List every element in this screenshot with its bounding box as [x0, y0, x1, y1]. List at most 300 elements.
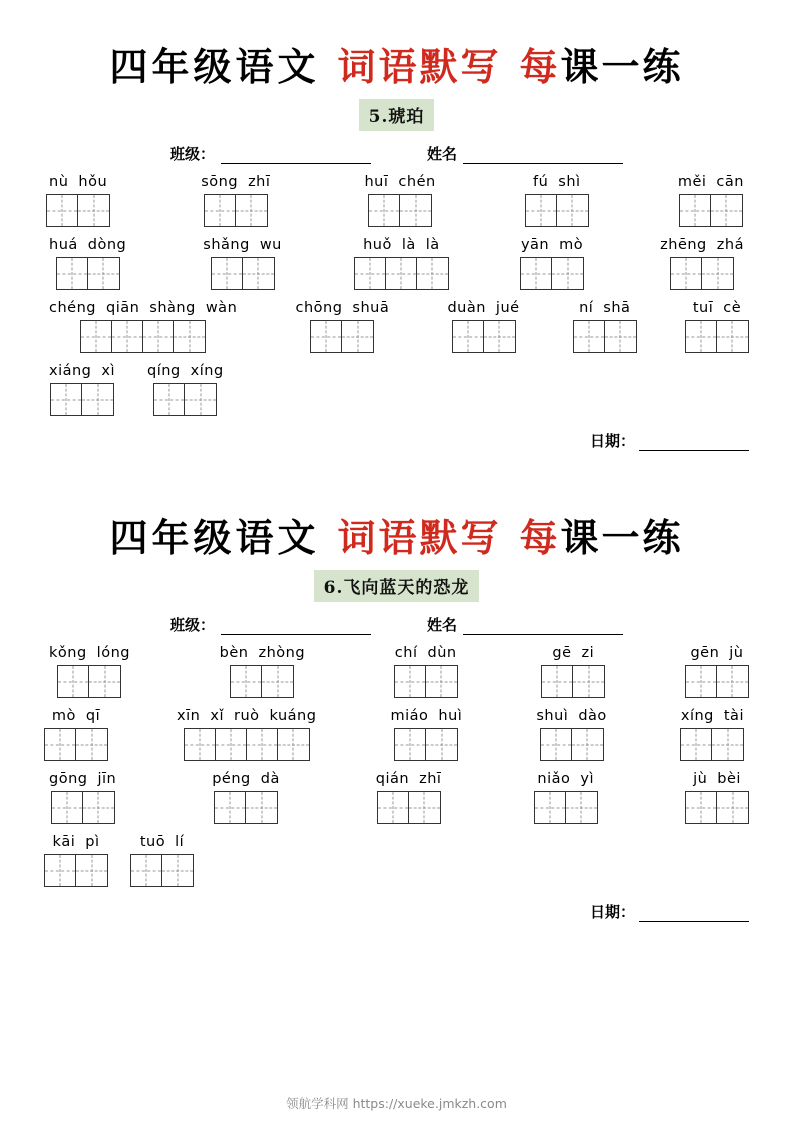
title-frequency-red: 每	[519, 515, 561, 560]
worksheet-title	[40, 30, 753, 91]
title-frequency	[520, 507, 684, 562]
tianzige-cell[interactable]	[162, 855, 193, 886]
tianzige-cell[interactable]	[573, 666, 604, 697]
pinyin-label	[47, 834, 104, 850]
pinyin-syllable: mò	[559, 237, 584, 253]
pinyin-syllable: zhá	[716, 237, 744, 253]
pinyin-label	[528, 174, 586, 190]
pinyin-syllable: miáo	[390, 708, 429, 724]
tianzige-cell[interactable]	[112, 321, 143, 352]
cell-guide-vertical	[293, 729, 294, 760]
word-row	[40, 834, 753, 887]
cell-guide-vertical	[230, 792, 231, 823]
word-item	[44, 174, 112, 227]
pinyin-syllable: mò	[51, 708, 76, 724]
word-item	[44, 708, 108, 761]
tianzige-grid[interactable]	[44, 728, 108, 761]
tianzige-cell[interactable]	[409, 792, 440, 823]
cell-guide-vertical	[467, 321, 468, 352]
cell-guide-vertical	[369, 258, 370, 289]
page-footer	[0, 1094, 793, 1112]
cell-guide-vertical	[432, 258, 433, 289]
tianzige-grid[interactable]	[354, 257, 449, 290]
tianzige-cell[interactable]	[51, 384, 82, 415]
cell-guide-vertical	[732, 321, 733, 352]
word-item	[541, 645, 605, 698]
word-item	[44, 300, 242, 353]
cell-guide-vertical	[588, 321, 589, 352]
cell-guide-vertical	[441, 666, 442, 697]
tianzige-cell[interactable]	[52, 792, 83, 823]
word-row	[40, 645, 753, 698]
cell-guide-vertical	[424, 792, 425, 823]
name-input-line[interactable]	[463, 149, 623, 164]
tianzige-grid[interactable]	[130, 854, 194, 887]
cell-guide-vertical	[400, 258, 401, 289]
tianzige-cell[interactable]	[426, 666, 457, 697]
pinyin-syllable: qiān	[105, 300, 140, 316]
cell-guide-vertical	[726, 195, 727, 226]
tianzige-cell[interactable]	[552, 258, 583, 289]
tianzige-grid[interactable]	[46, 194, 110, 227]
pinyin-label	[688, 771, 746, 787]
pinyin-syllable: qián	[375, 771, 410, 787]
pinyin-syllable: niǎo	[537, 771, 571, 787]
cell-guide-vertical	[581, 792, 582, 823]
date-row	[40, 901, 753, 922]
tianzige-cell[interactable]	[535, 792, 566, 823]
tianzige-cell[interactable]	[686, 792, 717, 823]
tianzige-cell[interactable]	[400, 195, 431, 226]
tianzige-grid[interactable]	[394, 728, 458, 761]
word-item	[685, 300, 749, 353]
worksheet	[40, 501, 753, 922]
class-input-line[interactable]	[221, 149, 371, 164]
tianzige-cell[interactable]	[395, 729, 426, 760]
cell-guide-vertical	[277, 666, 278, 697]
tianzige-cell[interactable]	[185, 729, 216, 760]
pinyin-syllable: xǐ	[210, 708, 224, 724]
word-row	[40, 771, 753, 824]
word-item	[371, 771, 447, 824]
cell-guide-vertical	[587, 729, 588, 760]
tianzige-cell[interactable]	[212, 258, 243, 289]
pinyin-syllable: lóng	[96, 645, 130, 661]
tianzige-cell[interactable]	[542, 666, 573, 697]
cell-guide-vertical	[620, 321, 621, 352]
tianzige-cell[interactable]	[231, 666, 262, 697]
cell-guide-vertical	[219, 195, 220, 226]
tianzige-cell[interactable]	[174, 321, 205, 352]
pinyin-syllable: zhī	[419, 771, 442, 787]
tianzige-grid[interactable]	[50, 383, 114, 416]
cell-guide-vertical	[230, 729, 231, 760]
pinyin-syllable: tuō	[139, 834, 166, 850]
tianzige-grid[interactable]	[377, 791, 441, 824]
tianzige-grid[interactable]	[685, 665, 749, 698]
tianzige-grid[interactable]	[685, 320, 749, 353]
word-item	[532, 771, 599, 824]
student-info-row	[40, 614, 753, 635]
pinyin-label	[531, 708, 611, 724]
pinyin-syllable: bèn	[219, 645, 249, 661]
lesson-heading-wrap	[40, 99, 753, 131]
date-row	[40, 430, 753, 451]
tianzige-cell[interactable]	[83, 792, 114, 823]
pinyin-syllable: yān	[520, 237, 550, 253]
name-label: 姓名	[427, 616, 458, 634]
tianzige-grid[interactable]	[211, 257, 275, 290]
tianzige-grid[interactable]	[368, 194, 432, 227]
pinyin-label	[359, 174, 440, 190]
tianzige-grid[interactable]	[534, 791, 598, 824]
pinyin-syllable: tuī	[692, 300, 714, 316]
tianzige-cell[interactable]	[154, 384, 185, 415]
lesson-heading: 5.琥珀	[359, 99, 435, 131]
tianzige-cell[interactable]	[143, 321, 174, 352]
worksheet-title	[40, 501, 753, 562]
tianzige-cell[interactable]	[521, 258, 552, 289]
tianzige-cell[interactable]	[541, 729, 572, 760]
tianzige-grid[interactable]	[670, 257, 734, 290]
pinyin-syllable: shǎng	[203, 237, 250, 253]
pinyin-syllable: jīn	[97, 771, 117, 787]
pinyin-label	[685, 645, 748, 661]
word-item	[130, 834, 194, 887]
pinyin-label	[44, 363, 120, 379]
pinyin-syllable: cān	[716, 174, 744, 190]
tianzige-cell[interactable]	[58, 666, 89, 697]
cell-guide-vertical	[261, 792, 262, 823]
tianzige-cell[interactable]	[262, 666, 293, 697]
title-frequency-black: 课一练	[560, 44, 684, 89]
pinyin-syllable: shā	[603, 300, 631, 316]
worksheets-container	[40, 30, 753, 922]
cell-guide-vertical	[357, 321, 358, 352]
pinyin-syllable: xì	[101, 363, 116, 379]
date-input-line[interactable]	[639, 907, 749, 922]
pinyin-syllable: xīn	[177, 708, 201, 724]
tianzige-cell[interactable]	[369, 195, 400, 226]
title-activity: 词语默写	[337, 515, 502, 560]
cell-guide-vertical	[567, 258, 568, 289]
tianzige-cell[interactable]	[311, 321, 342, 352]
cell-guide-vertical	[60, 729, 61, 760]
tianzige-grid[interactable]	[679, 194, 743, 227]
class-label: 班级：	[169, 145, 215, 163]
word-item	[676, 708, 749, 761]
tianzige-grid[interactable]	[230, 665, 294, 698]
pinyin-label	[172, 708, 321, 724]
tianzige-cell[interactable]	[395, 666, 426, 697]
tianzige-cell[interactable]	[566, 792, 597, 823]
tianzige-cell[interactable]	[215, 792, 246, 823]
pinyin-syllable: jù	[693, 771, 708, 787]
cell-guide-vertical	[91, 855, 92, 886]
cell-guide-vertical	[104, 666, 105, 697]
cell-guide-vertical	[91, 729, 92, 760]
tianzige-cell[interactable]	[717, 792, 748, 823]
tianzige-cell[interactable]	[605, 321, 636, 352]
word-item	[390, 645, 462, 698]
cell-guide-vertical	[540, 195, 541, 226]
pinyin-syllable: xíng	[680, 708, 714, 724]
pinyin-label	[198, 237, 287, 253]
word-item	[44, 834, 108, 887]
tianzige-grid[interactable]	[57, 665, 121, 698]
tianzige-cell[interactable]	[45, 855, 76, 886]
word-item	[44, 645, 135, 698]
tianzige-cell[interactable]	[355, 258, 386, 289]
word-item	[573, 300, 637, 353]
cell-guide-vertical	[326, 321, 327, 352]
title-frequency	[520, 36, 684, 91]
tianzige-cell[interactable]	[216, 729, 247, 760]
tianzige-cell[interactable]	[76, 729, 107, 760]
word-item	[215, 645, 310, 698]
date-input-line[interactable]	[639, 436, 749, 451]
cell-guide-vertical	[66, 384, 67, 415]
pinyin-syllable: chéng	[49, 300, 96, 316]
word-item	[655, 237, 749, 290]
tianzige-grid[interactable]	[80, 320, 206, 353]
word-item	[44, 771, 121, 824]
word-item	[673, 174, 749, 227]
word-item	[198, 237, 287, 290]
cell-guide-vertical	[60, 855, 61, 886]
pinyin-label	[358, 237, 445, 253]
word-item	[685, 771, 749, 824]
tianzige-cell[interactable]	[45, 729, 76, 760]
tianzige-cell[interactable]	[453, 321, 484, 352]
tianzige-cell[interactable]	[88, 258, 119, 289]
tianzige-cell[interactable]	[526, 195, 557, 226]
pinyin-label	[385, 708, 467, 724]
cell-guide-vertical	[71, 258, 72, 289]
tianzige-cell[interactable]	[686, 666, 717, 697]
tianzige-cell[interactable]	[574, 321, 605, 352]
title-subject: 四年级语文	[109, 44, 320, 89]
cell-guide-vertical	[717, 258, 718, 289]
tianzige-cell[interactable]	[702, 258, 733, 289]
tianzige-cell[interactable]	[712, 729, 743, 760]
tianzige-cell[interactable]	[426, 729, 457, 760]
cell-guide-vertical	[549, 792, 550, 823]
cell-guide-vertical	[146, 855, 147, 886]
tianzige-grid[interactable]	[204, 194, 268, 227]
pinyin-syllable: jué	[495, 300, 520, 316]
cell-guide-vertical	[700, 321, 701, 352]
cell-guide-vertical	[169, 384, 170, 415]
pinyin-label	[676, 708, 749, 724]
pinyin-syllable: huī	[364, 174, 389, 190]
pinyin-syllable: dà	[260, 771, 280, 787]
tianzige-cell[interactable]	[278, 729, 309, 760]
pinyin-syllable: là	[401, 237, 416, 253]
tianzige-grid[interactable]	[394, 665, 458, 698]
cell-guide-vertical	[189, 321, 190, 352]
cell-guide-vertical	[62, 195, 63, 226]
word-item	[516, 237, 588, 290]
tianzige-grid[interactable]	[685, 791, 749, 824]
tianzige-cell[interactable]	[572, 729, 603, 760]
pinyin-syllable: ní	[579, 300, 594, 316]
tianzige-cell[interactable]	[386, 258, 417, 289]
tianzige-grid[interactable]	[214, 791, 278, 824]
tianzige-grid[interactable]	[540, 728, 604, 761]
title-frequency-black: 课一练	[560, 515, 684, 560]
cell-guide-vertical	[96, 321, 97, 352]
pinyin-syllable: shuì	[536, 708, 569, 724]
cell-guide-vertical	[392, 792, 393, 823]
tianzige-grid[interactable]	[44, 854, 108, 887]
pinyin-label	[44, 771, 121, 787]
pinyin-label	[207, 771, 285, 787]
word-row	[40, 363, 753, 416]
watermark-text: 领航学科网 https://xueke.jmkzh.com	[286, 1096, 507, 1111]
tianzige-cell[interactable]	[717, 321, 748, 352]
tianzige-grid[interactable]	[525, 194, 589, 227]
tianzige-grid[interactable]	[680, 728, 744, 761]
word-item	[354, 237, 449, 290]
pinyin-label	[290, 300, 394, 316]
cell-guide-vertical	[415, 195, 416, 226]
pinyin-syllable: sōng	[201, 174, 239, 190]
tianzige-cell[interactable]	[417, 258, 448, 289]
pinyin-syllable: fú	[532, 174, 549, 190]
cell-guide-vertical	[499, 321, 500, 352]
tianzige-cell[interactable]	[47, 195, 78, 226]
tianzige-cell[interactable]	[680, 195, 711, 226]
cell-guide-vertical	[73, 666, 74, 697]
pinyin-label	[142, 363, 229, 379]
word-item	[44, 363, 120, 416]
pinyin-syllable: zi	[581, 645, 595, 661]
title-frequency-red: 每	[519, 44, 561, 89]
pinyin-syllable: chí	[394, 645, 418, 661]
cell-guide-vertical	[226, 258, 227, 289]
tianzige-grid[interactable]	[184, 728, 310, 761]
pinyin-label	[390, 645, 462, 661]
cell-guide-vertical	[696, 729, 697, 760]
word-item	[290, 300, 394, 353]
pinyin-syllable: nù	[49, 174, 69, 190]
tianzige-cell[interactable]	[243, 258, 274, 289]
tianzige-cell[interactable]	[185, 384, 216, 415]
cell-guide-vertical	[555, 729, 556, 760]
tianzige-cell[interactable]	[711, 195, 742, 226]
tianzige-grid[interactable]	[452, 320, 516, 353]
tianzige-cell[interactable]	[89, 666, 120, 697]
cell-guide-vertical	[727, 729, 728, 760]
tianzige-cell[interactable]	[247, 729, 278, 760]
pinyin-label	[547, 645, 599, 661]
pinyin-label	[135, 834, 189, 850]
pinyin-syllable: dùn	[427, 645, 457, 661]
pinyin-syllable: huì	[438, 708, 463, 724]
tianzige-grid[interactable]	[573, 320, 637, 353]
tianzige-cell[interactable]	[717, 666, 748, 697]
pinyin-syllable: bèi	[717, 771, 741, 787]
pinyin-syllable: gēn	[690, 645, 720, 661]
word-item	[525, 174, 589, 227]
tianzige-grid[interactable]	[520, 257, 584, 290]
cell-guide-vertical	[732, 792, 733, 823]
pinyin-syllable: chén	[398, 174, 436, 190]
tianzige-cell[interactable]	[342, 321, 373, 352]
class-input-line[interactable]	[221, 620, 371, 635]
pinyin-syllable: wu	[259, 237, 282, 253]
word-item	[207, 771, 285, 824]
pinyin-syllable: zhī	[248, 174, 271, 190]
student-info-row	[40, 143, 753, 164]
tianzige-cell[interactable]	[82, 384, 113, 415]
tianzige-cell[interactable]	[78, 195, 109, 226]
tianzige-cell[interactable]	[557, 195, 588, 226]
pinyin-label	[215, 645, 310, 661]
tianzige-cell[interactable]	[205, 195, 236, 226]
tianzige-grid[interactable]	[153, 383, 217, 416]
pinyin-label	[44, 300, 242, 316]
name-input-line[interactable]	[463, 620, 623, 635]
pinyin-syllable: hǒu	[78, 174, 108, 190]
tianzige-cell[interactable]	[686, 321, 717, 352]
cell-guide-vertical	[200, 384, 201, 415]
tianzige-grid[interactable]	[541, 665, 605, 698]
pinyin-syllable: ruò	[233, 708, 260, 724]
tianzige-cell[interactable]	[131, 855, 162, 886]
tianzige-cell[interactable]	[236, 195, 267, 226]
cell-guide-vertical	[66, 792, 67, 823]
pinyin-syllable: huá	[49, 237, 78, 253]
title-subject: 四年级语文	[109, 515, 320, 560]
worksheet	[40, 30, 753, 451]
word-item	[172, 708, 321, 761]
tianzige-cell[interactable]	[484, 321, 515, 352]
pinyin-label	[196, 174, 275, 190]
tianzige-cell[interactable]	[246, 792, 277, 823]
lesson-heading-wrap	[40, 570, 753, 602]
tianzige-cell[interactable]	[378, 792, 409, 823]
tianzige-cell[interactable]	[81, 321, 112, 352]
tianzige-grid[interactable]	[56, 257, 120, 290]
cell-guide-vertical	[384, 195, 385, 226]
date-label: 日期：	[589, 432, 635, 450]
cell-guide-vertical	[441, 729, 442, 760]
pinyin-syllable: xiáng	[49, 363, 92, 379]
word-row	[40, 237, 753, 290]
pinyin-label	[655, 237, 749, 253]
cell-guide-vertical	[93, 195, 94, 226]
tianzige-cell[interactable]	[76, 855, 107, 886]
tianzige-cell[interactable]	[57, 258, 88, 289]
cell-guide-vertical	[700, 666, 701, 697]
tianzige-grid[interactable]	[51, 791, 115, 824]
pinyin-syllable: péng	[212, 771, 251, 787]
pinyin-label	[44, 237, 131, 253]
class-label: 班级：	[169, 616, 215, 634]
tianzige-cell[interactable]	[671, 258, 702, 289]
pinyin-label	[44, 645, 135, 661]
pinyin-syllable: lí	[175, 834, 185, 850]
pinyin-syllable: xíng	[190, 363, 224, 379]
word-row	[40, 300, 753, 353]
tianzige-grid[interactable]	[310, 320, 374, 353]
tianzige-cell[interactable]	[681, 729, 712, 760]
pinyin-syllable: qíng	[147, 363, 181, 379]
lesson-heading: 6.飞向蓝天的恐龙	[314, 570, 480, 602]
pinyin-syllable: měi	[677, 174, 707, 190]
